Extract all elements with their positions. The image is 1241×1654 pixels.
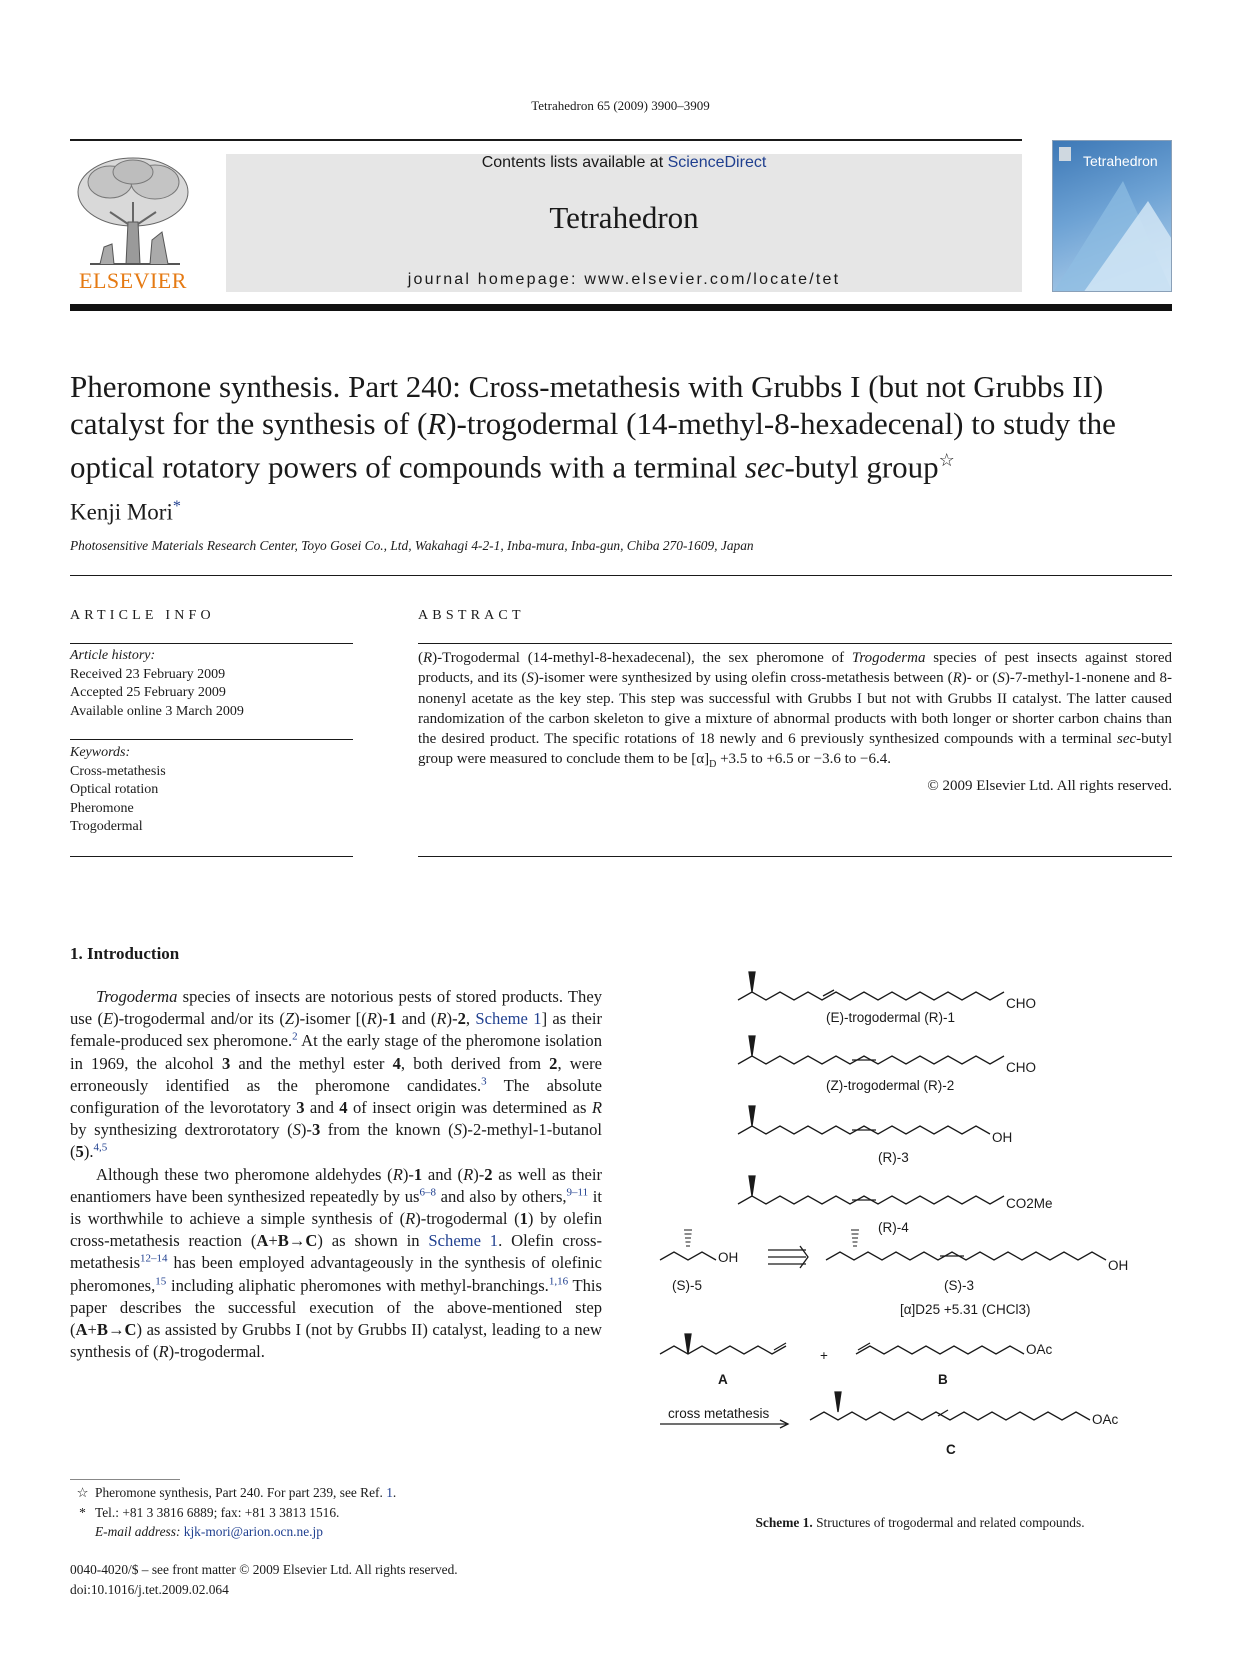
history-accepted: Accepted 25 February 2009 [70, 685, 226, 700]
rule [70, 856, 353, 857]
footnote-rule [70, 1479, 180, 1480]
label-plus: + [820, 1348, 828, 1363]
intro-paragraph-1: Trogoderma species of insects are notorious pests of stored products. They use (E)-trogodermal and/or its (Z)-isomer [(R)-1 and (R)-2, Scheme 1] as their female-produced sex pheromone.$^2$ At the early stage of the pheromone isolation in 1969, the alcohol 3 and the methyl ester 4, both derived from 2, were erroneously identified as the pheromone candidates.$^3$ The absolute configuration of the levorotatory 3 and 4 of insect origin was determined as R by synthesizing dextrorotatory (S)-3 from the known (S)-2-methyl-1-butanol (5).$^{4,5}$ [70, 987, 602, 1162]
label-oh: OH [992, 1130, 1013, 1145]
keyword: Pheromone [70, 800, 134, 816]
label-oh: OH [1108, 1258, 1129, 1273]
title-part: R [427, 406, 447, 441]
front-matter-line: 0040-4020/$ – see front matter © 2009 Elsevier Ltd. All rights reserved. [70, 1562, 458, 1577]
structure-A-chain [660, 1346, 786, 1354]
rule [418, 643, 1172, 644]
label-E-trogodermal: (E)-trogodermal (R)-1 [826, 1010, 956, 1025]
top-rule [70, 139, 1022, 141]
title-part: sec [744, 449, 785, 485]
journal-name: Tetrahedron [549, 200, 699, 235]
label-A: A [718, 1372, 728, 1387]
title-footnote-mark[interactable]: ☆ [938, 450, 955, 470]
keywords-label: Keywords: [70, 745, 131, 760]
keyword: Optical rotation [70, 782, 159, 797]
label-S3: (S)-3 [944, 1278, 974, 1293]
article-title [70, 368, 1172, 485]
footnote-text: Pheromone synthesis, Part 240. For part 239, see Ref. [95, 1485, 387, 1500]
hashed-wedge [684, 1230, 692, 1246]
label-Z-trogodermal: (Z)-trogodermal (R)-2 [826, 1078, 955, 1093]
rule [70, 739, 353, 740]
label-S5: (S)-5 [672, 1278, 702, 1293]
history-online: Available online 3 March 2009 [70, 703, 244, 719]
label-oac: OAc [1026, 1342, 1053, 1357]
label-rotation: [α]D25 +5.31 (CHCl3) [900, 1302, 1031, 1317]
wedge [749, 972, 755, 992]
affiliation: Photosensitive Materials Research Center, Toyo Gosei Co., Ltd, Wakahagi 4-2-1, Inba-mura, Inba-gun, Chiba 270-1609, Japan [70, 538, 754, 553]
label-oac: OAc [1092, 1412, 1119, 1427]
label-cross-metathesis: cross metathesis [668, 1406, 770, 1421]
rule [70, 643, 353, 644]
label-B: B [938, 1372, 948, 1387]
footnote-ref-link[interactable]: 1 [386, 1485, 393, 1500]
title-part: -butyl group [784, 449, 939, 485]
section-heading-introduction: 1. Introduction [70, 944, 180, 963]
journal-cover-image [1052, 140, 1172, 292]
caption-label: Scheme 1. [755, 1515, 813, 1530]
footnote-author: * Tel.: +81 3 3816 6889; fax: +81 3 3813 1516. [79, 1504, 340, 1520]
structure-B-chain [856, 1346, 1024, 1354]
rule [418, 856, 1172, 857]
history-label: Article history: [70, 648, 156, 663]
scheme-1-figure [650, 960, 1190, 1508]
abstract-copyright: © 2009 Elsevier Ltd. All rights reserved. [927, 777, 1172, 794]
label-cho: CHO [1006, 996, 1036, 1011]
contents-prefix: Contents lists available at [481, 154, 668, 171]
label-R3: (R)-3 [878, 1150, 909, 1165]
article-history [70, 647, 353, 721]
author-footnote-mark[interactable]: * [172, 498, 181, 515]
title-rule [70, 575, 1172, 576]
front-matter [70, 1560, 458, 1599]
keywords [70, 744, 353, 837]
email-label: E-mail address: [95, 1524, 184, 1539]
footnote-tel: Tel.: +81 3 3816 6889; fax: +81 3 3813 1516. [95, 1504, 340, 1520]
structure-R1-chain [738, 992, 1004, 1000]
author-name: Kenji Mori [70, 499, 173, 525]
history-received: Received 23 February 2009 [70, 666, 226, 682]
contents-line [226, 154, 1022, 172]
footnotes [70, 1483, 610, 1542]
footnote-email [70, 1522, 610, 1542]
structure-C-chain [810, 1412, 1090, 1420]
title-part: Pheromone synthesis. Part 240: Cross-metathesis with Grubbs I (but not Grubbs II) catalyst for the synthesis of ( [70, 369, 1104, 441]
abstract-heading: ABSTRACT [418, 608, 525, 623]
caption-text: Structures of trogodermal and related compounds. [812, 1515, 1085, 1530]
intro-paragraph-2: Although these two pheromone aldehydes (R)-1 and (R)-2 as well as their enantiomers have been synthesized repeatedly by us$^{6-8}$ and also by others,$^{9-11}$ it is worthwhile to achieve a simple synthesis of (R)-trogodermal (1) by olefin cross-metathesis reaction (A+B→C) as shown in Scheme 1. Olefin cross-metathesis$^{12-14}$ has been employed advantageously in the synthesis of olefinic pheromones,$^{15}$ including aliphatic pheromones with methyl-branchings.$^{1,16}$ This paper describes the successful execution of the above-mentioned step (A+B→C) as assisted by Grubbs I (not by Grubbs II) catalyst, leading to a new synthesis of (R)-trogodermal. [70, 1164, 603, 1362]
article-info-heading: ARTICLE INFO [70, 608, 215, 623]
sciencedirect-link[interactable]: ScienceDirect [667, 154, 767, 171]
journal-homepage[interactable]: journal homepage: www.elsevier.com/locate/tet [407, 271, 841, 288]
label-co2me: CO2Me [1006, 1196, 1053, 1211]
structure-S3-chain [826, 1252, 1106, 1260]
journal-citation: Tetrahedron 65 (2009) 3900–3909 [531, 98, 710, 113]
elsevier-wordmark: ELSEVIER [79, 268, 187, 293]
label-C: C [946, 1442, 956, 1457]
cover-title: Tetrahedron [1083, 153, 1158, 169]
label-R4: (R)-4 [878, 1220, 909, 1235]
header-thick-rule [70, 304, 1172, 311]
structure-S5-chain [660, 1252, 716, 1260]
abstract-body: (R)-Trogodermal (14-methyl-8-hexadecenal), the sex pheromone of Trogoderma species of pest insects against stored products, and its (S)-isomer were synthesized by using olefin cross-metathesis between (R)- or (S)-7-methyl-1-nonene and 8-nonenyl acetate as the key step. This step was successful with Grubbs I but not with Grubbs II catalyst. The latter caused randomization of the carbon skeleton to give a mixture of abnormal products with both longer or shorter carbon chains than the desired product. The specific rotations of 18 newly and 6 previously synthesized compounds with a terminal sec-butyl group were measured to conclude them to be $[\alpha]_D +3.5$ to +6.5 or −3.6 to −6.4. © 2009 Elsevier Ltd. All rights reserved. [418, 648, 1172, 796]
cross-metathesis-arrow [660, 1420, 788, 1428]
doi-line[interactable]: doi:10.1016/j.tet.2009.02.064 [70, 1581, 229, 1597]
label-cho: CHO [1006, 1060, 1036, 1075]
email-link[interactable]: kjk-mori@arion.ocn.ne.jp [183, 1524, 323, 1539]
title-part: )-trogodermal (14-methyl-8-hexadecenal) to study the optical rotatory powers of compounds with a terminal [70, 406, 1116, 485]
keyword: Trogodermal [70, 819, 143, 834]
footnote-star: ☆ Pheromone synthesis, Part 240. For part 239, see Ref. 1. [76, 1485, 397, 1500]
scheme-caption [650, 1515, 1190, 1531]
multi-step-arrow [768, 1246, 808, 1268]
label-oh: OH [718, 1250, 739, 1265]
journal-header-box [226, 154, 1022, 292]
introduction-body [70, 986, 602, 1363]
keyword: Cross-metathesis [70, 763, 166, 779]
author [70, 498, 181, 526]
